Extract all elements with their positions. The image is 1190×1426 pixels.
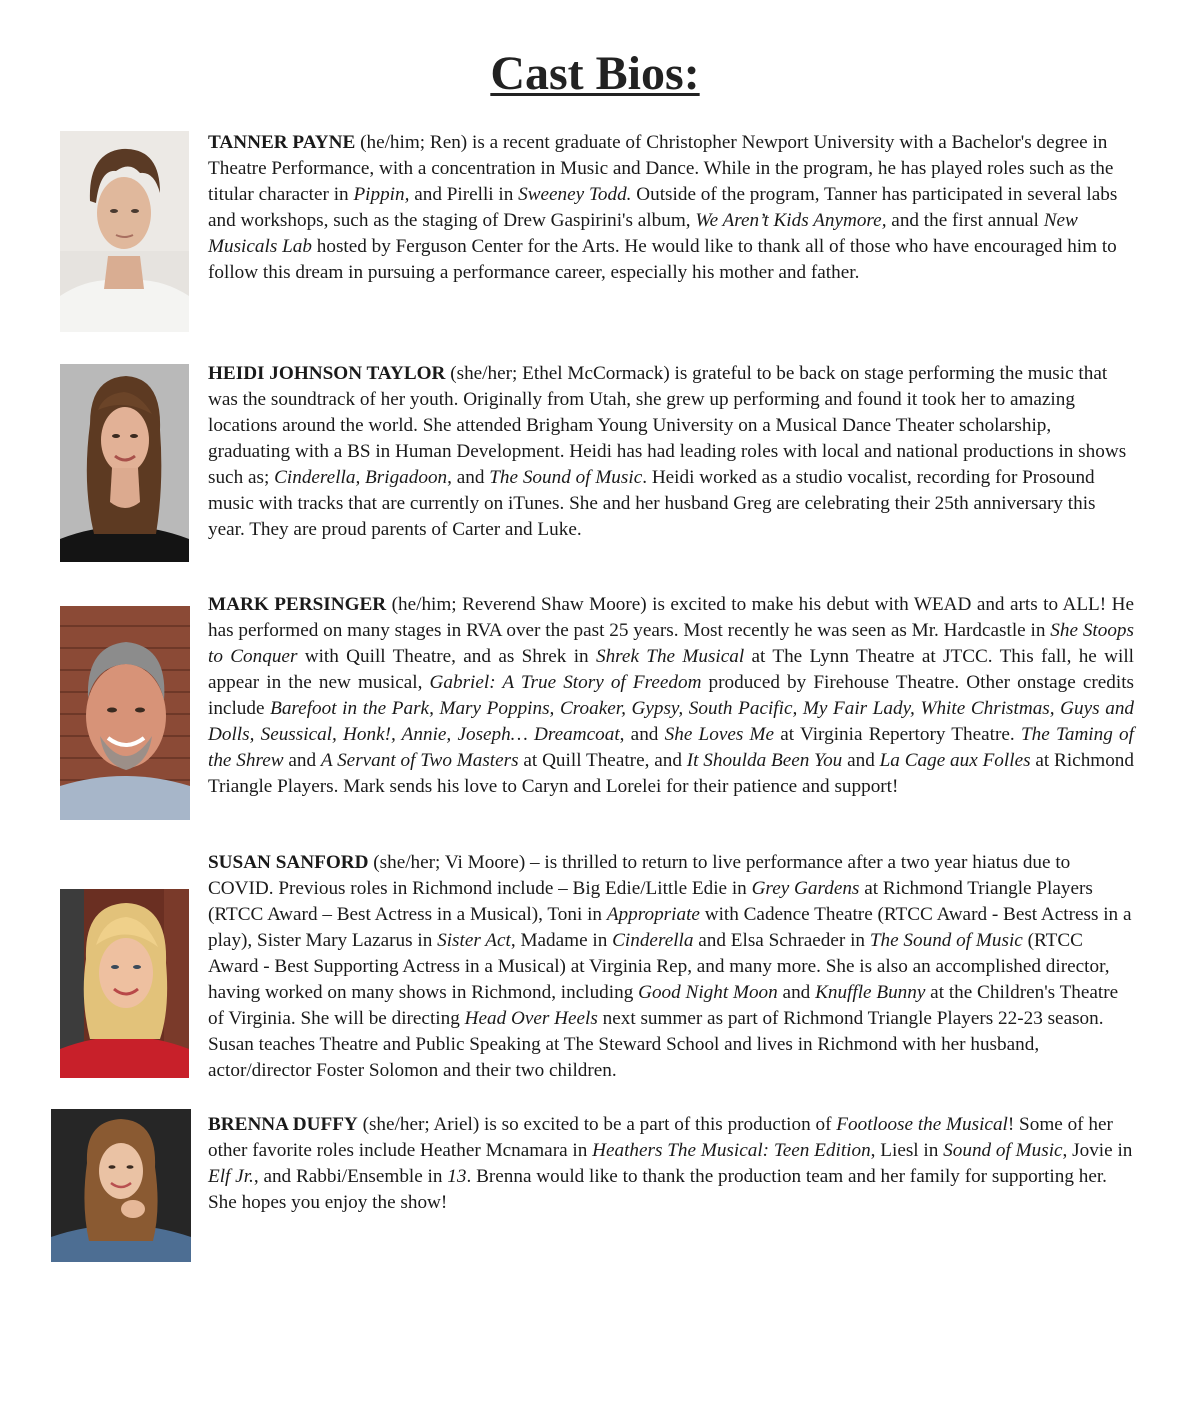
page-title: Cast Bios: bbox=[490, 47, 700, 100]
bio-text: TANNER PAYNE (he/him; Ren) is a recent graduate of Christopher Newport University with a Bachelor's degree in Theatre Performance, with a concentration in Music and Dance. While in the program, he has played roles such as the titular character in Pippin, and Pirelli in Sweeney Todd. Outside of the program, Tanner has participated in several labs and workshops, such as the staging of Drew Gaspirini's album, We Aren’t Kids Anymore, and the first annual New Musicals Lab hosted by Ferguson Center for the Arts. He would like to thank all of those who have encouraged him to follow this dream in pursuing a performance career, especially his mother and father. bbox=[208, 132, 1118, 283]
headshot-tanner-payne bbox=[60, 131, 189, 332]
bio-text: HEIDI JOHNSON TAYLOR (she/her; Ethel McCormack) is grateful to be back on stage performing the music that was the soundtrack of her youth. Originally from Utah, she grew up performing and found it took her to amazing locations around the world. She attended Brigham Young University on a Musical Dance Theater scholarship, graduating with a BS in Human Development. Heidi has had leading roles with local and national productions in shows such as; Cinderella, Brigadoon, and The Sound of Music. Heidi worked as a studio vocalist, recording for Prosound music with tracks that are currently on iTunes. She and her husband Greg are celebrating their 25th anniversary this year. They are proud parents of Carter and Luke. bbox=[208, 363, 1127, 540]
cast-name: SUSAN SANFORD bbox=[208, 852, 369, 873]
headshot-heidi-johnson-taylor bbox=[60, 364, 189, 562]
bio-text: BRENNA DUFFY (she/her; Ariel) is so excited to be a part of this production of Footloose the Musical! Some of her other favorite roles include Heather Mcnamara in Heathers The Musical: Teen Edition, Liesl in Sound of Music, Jovie in Elf Jr., and Rabbi/Ensemble in 13. Brenna would like to thank the production team and her family for supporting her. She hopes you enjoy the show! bbox=[208, 1114, 1133, 1213]
cast-name: MARK PERSINGER bbox=[208, 594, 387, 615]
cast-name: HEIDI JOHNSON TAYLOR bbox=[208, 363, 446, 384]
cast-name: TANNER PAYNE bbox=[208, 132, 356, 153]
cast-name: BRENNA DUFFY bbox=[208, 1114, 358, 1135]
headshot-mark-persinger bbox=[60, 606, 190, 820]
bio-text: SUSAN SANFORD (she/her; Vi Moore) – is thrilled to return to live performance after a two year hiatus due to COVID. Previous roles in Richmond include – Big Edie/Little Edie in Grey Gardens at Richmond Triangle Players (RTCC Award – Best Actress in a Musical), Toni in Appropriate with Cadence Theatre (RTCC Award - Best Actress in a play), Sister Mary Lazarus in Sister Act, Madame in Cinderella and Elsa Schraeder in The Sound of Music (RTCC Award - Best Supporting Actress in a Musical) at Virginia Rep, and many more. She is also an accomplished director, having worked on many shows in Richmond, including Good Night Moon and Knuffle Bunny at the Children's Theatre of Virginia. She will be directing Head Over Heels next summer as part of Richmond Triangle Players 22-23 season. Susan teaches Theatre and Public Speaking at The Steward School and lives in Richmond with her husband, actor/director Foster Solomon and their two children. bbox=[208, 852, 1132, 1081]
headshot-susan-sanford bbox=[60, 889, 189, 1078]
headshot-brenna-duffy bbox=[51, 1109, 191, 1262]
bio-text: MARK PERSINGER (he/him; Reverend Shaw Moore) is excited to make his debut with WEAD and arts to ALL! He has performed on many stages in RVA over the past 25 years. Most recently he was seen as Mr. Hardcastle in She Stoops to Conquer with Quill Theatre, and as Shrek in Shrek The Musical at The Lynn Theatre at JTCC. This fall, he will appear in the new musical, Gabriel: A True Story of Freedom produced by Firehouse Theatre. Other onstage credits include Barefoot in the Park, Mary Poppins, Croaker, Gypsy, South Pacific, My Fair Lady, White Christmas, Guys and Dolls, Seussical, Honk!, Annie, Joseph… Dreamcoat, and She Loves Me at Virginia Repertory Theatre. The Taming of the Shrew and A Servant of Two Masters at Quill Theatre, and It Shoulda Been You and La Cage aux Folles at Richmond Triangle Players. Mark sends his love to Caryn and Lorelei for their patience and support! bbox=[208, 594, 1135, 797]
